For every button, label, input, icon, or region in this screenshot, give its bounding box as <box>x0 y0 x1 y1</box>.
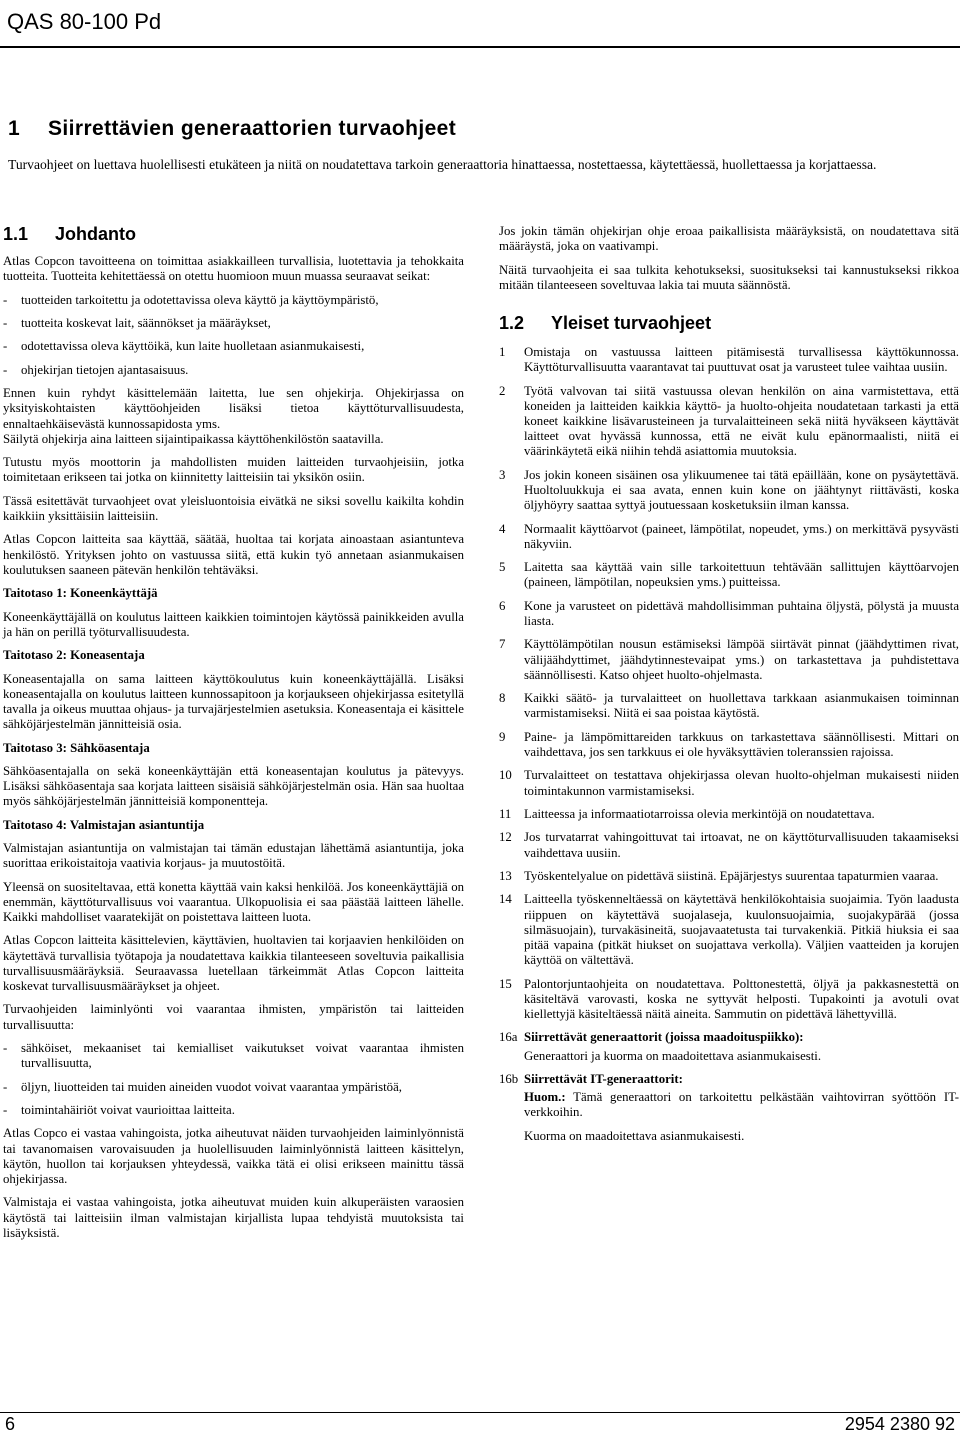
bullet-list <box>3 293 464 378</box>
subsection-heading-johdanto <box>3 224 464 244</box>
right-column <box>499 224 959 1152</box>
paragraph: Valmistajan asiantuntija on valmistajan tai tämän edustajan lähettämä asiantuntija, joka suorittaa erikoistaitoja vaativia korjaus- ja muutostöitä. <box>3 841 464 871</box>
paragraph: Tässä esitettävät turvaohjeet ovat yleisluontoisia eivätkä ne siksi sovellu kaikilta kohdin kaikkiin yksittäisiin laitteisiin. <box>3 493 464 523</box>
paragraph: Koneasentajalla on sama laitteen käyttökoulutus kuin koneenkäyttäjällä. Lisäksi koneasentajalla on koulutus laitteen kunnossapitoon ja korjaukseen ohjekirjassa esitetyllä tavalla ja oikeus muuttaa ohjaus- ja turvajärjestelmien asetuksia. Koneasentaja ei käsittele sähköjärjestelmän jännitteisiä osia. <box>3 671 464 732</box>
list-item: - odotettavissa oleva käyttöikä, kun laite huolletaan asianmukaisesti, <box>3 339 365 354</box>
paragraph: Atlas Copco ei vastaa vahingoista, jotka aiheutuvat näiden turvaohjeiden laiminlyönnistä tai tavanomaisen varovaisuuden ja huolellisuuden laiminlyönnistä laitteen käsittelyn, käytön, huollon tai korjauksen yhteydessä, vaikka tätä ei olisi erikseen mainittu tässä ohjekirjassa. <box>3 1126 464 1187</box>
paragraph: Tutustu myös moottorin ja mahdollisten muiden laitteiden turvaohjeisiin, jotka toimitetaan erikseen tai jotka on kiinnitetty laitteisiin tai yksikön osiin. <box>3 455 464 485</box>
paragraph: Valmistaja ei vastaa vahingoista, jotka aiheutuvat muiden kuin alkuperäisten varaosien käytöstä tai laitteisiin ilman valmistajan kirjallista lupaa tehdyistä muutoksista tai lisäyksistä. <box>3 1195 464 1240</box>
list-item: - tuotteiden tarkoitettu ja odotettavissa oleva käyttö ja käyttöympäristö, <box>3 292 379 307</box>
paragraph: Koneenkäyttäjällä on koulutus laitteen kaikkien toimintojen käytössä painikkeiden avulla ja hän on perillä työturvallisuudesta. <box>3 609 464 639</box>
numbered-item: 16a Siirrettävät generaattorit (joissa maadoituspiikko): Generaattori ja kuorma on maadoitettava asianmukaisesti. <box>499 1030 959 1063</box>
section-heading <box>8 117 456 141</box>
page-number: 6 <box>5 1414 16 1434</box>
numbered-item: 9 Paine- ja lämpömittareiden tarkkuus on tarkastettava säännöllisesti. Mittari on vaihdettava, jos sen tarkkuus ei ole hyväksyttävien toleranssien rajoissa. <box>499 729 959 759</box>
item-title: Siirrettävät generaattorit (joissa maadoituspiikko): <box>524 1030 804 1045</box>
paragraph: Atlas Copcon tavoitteena on toimittaa asiakkailleen turvallisia, luotettavia ja tehokkaita tuotteita. Tuotteita kehitettäessä on otettu huomioon muun muassa seuraavat seikat: <box>3 254 464 284</box>
document-title: QAS 80-100 Pd <box>7 9 162 34</box>
section-intro: Turvaohjeet on luettava huolellisesti etukäteen ja niitä on noudatettava tarkoin generaattoria hinattaessa, nostettaessa, käytettäessä, huollettaessa ja korjattaessa. <box>8 157 877 172</box>
list-item: - tuotteita koskevat lait, säännökset ja määräykset, <box>3 315 271 330</box>
numbered-item: 4 Normaalit käyttöarvot (paineet, lämpötilat, nopeudet, yms.) on merkittävä pysyvästi näkyviin. <box>499 521 959 551</box>
footer-divider <box>0 1412 960 1413</box>
numbered-item: 5 Laitetta saa käyttää vain sille tarkoitettuun tehtävään sallittujen käyttöarvojen (paineen, lämpötilan, nopeuksien yms.) puitteissa. <box>499 560 959 590</box>
numbered-item: 16b Siirrettävät IT-generaattorit: Huom.: Tämä generaattori on tarkoitettu pelkästään vaihtovirran syöttöön IT-verkkoihin. Kuorma on maadoitettava asianmukaisesti. <box>499 1071 959 1143</box>
list-item: - sähköiset, mekaaniset tai kemialliset vaikutukset voivat vaarantaa ihmisten turvallisuutta, <box>3 1041 464 1071</box>
numbered-item: 15 Palontorjuntaohjeita on noudatettava. Polttonestettä, öljyä ja pakkasnestettä on käsiteltävä varovasti, koska ne syttyvät helposti. Tupakointi ja avotuli ovat kiellettyjä käsiteltäessä näitä aineita. Sammutin on pidettävä lähettyvillä. <box>499 976 959 1021</box>
skill-level-title: Taitotaso 2: Koneasentaja <box>3 648 145 663</box>
item-text: Kuorma on maadoitettava asianmukaisesti. <box>524 1128 745 1143</box>
list-item: - ohjekirjan tietojen ajantasaisuus. <box>3 362 189 377</box>
subsection-heading-yleiset <box>499 313 959 333</box>
skill-level-title: Taitotaso 4: Valmistajan asiantuntija <box>3 817 205 832</box>
skill-level-title: Taitotaso 3: Sähköasentaja <box>3 740 150 755</box>
numbered-item: 2 Työtä valvovan tai siitä vastuussa olevan henkilön on aina varmistettava, että koneiden ja laitteiden kaikkia käyttö- ja huolto-ohjeita noudatetaan tarkasti ja että koneet kaikkine lisävarusteineen ja turvalaitteineen sekä niitä hyväkseen käyttävät laitteet ovat hyvässä kunnossa, että ne eivät kulu epänormaalisti, niitä ei väärinkäytetä eikä niihin tehdä asiattomia muutoksia. <box>499 383 959 459</box>
paragraph: Ennen kuin ryhdyt käsittelemään laitetta, lue sen ohjekirja. Ohjekirjassa on yksityiskohtaisten käyttöohjeiden lisäksi tietoa käyttöturvallisuudesta, ennaltaehkäisevästä kunnossapidosta yms. <box>3 386 464 431</box>
numbered-item: 6 Kone ja varusteet on pidettävä mahdollisimman puhtaina öljystä, pölystä ja muusta liasta. <box>499 598 959 628</box>
paragraph: Sähköasentajalla on sekä koneenkäyttäjän että koneasentajan koulutus ja pätevyys. Lisäksi sähköasentaja saa korjata laitteen sisäisiä sähköjärjestelmän osia. Hän saa huoltaa myös sähköjärjestelmän jännitteisiä komponentteja. <box>3 763 464 809</box>
paragraph: Jos jokin tämän ohjekirjan ohje eroaa paikallisista määräyksistä, on noudatettava sitä määräystä, joka on vaativampi. <box>499 224 959 254</box>
header-divider <box>0 46 960 48</box>
paragraph: Atlas Copcon laitteita käsittelevien, käyttävien, huoltavien tai korjaavien henkilöiden on käytettävä turvallisia työtapoja ja noudatettava kaikkia tilanteeseen soveltuvia paikallisia turvallisuusmääräyksiä. Seuraavassa luetellaan tärkeimmät Atlas Copcon laitteita koskevat turvallisuusmääräykset ja ohjeet. <box>3 933 464 994</box>
numbered-item: 14 Laitteella työskenneltäessä on käytettävä henkilökohtaisia suojaimia. Työn laadusta riippuen on käytettävä suojalaseja, kuulonsuojaimia, suojakypärää (jossa silmäsuojain), turvakäsineitä, suojavaatetusta tai turvakenkiä. Pitkiä hiuksia ei saa pitää vapaina (pitkät hiukset on suojattava verkolla). Väljien vaatteiden ja korujen käyttöä on vältettävä. <box>499 892 959 968</box>
note-text: Tämä generaattori on tarkoitettu pelkästään vaihtovirran syöttöön IT-verkkoihin. <box>524 1090 959 1120</box>
skill-level-title: Taitotaso 1: Koneenkäyttäjä <box>3 586 158 601</box>
paragraph: Yleensä on suositeltavaa, että konetta käyttää vain kaksi henkilöä. Jos koneenkäyttäjiä on enemmän, käyttöturvallisuus voi vaarantua. Ulkopuolisia ei saa päästää laitteen lähelle. Kaikki mahdolliset vaaratekijät on poistettava laitteen luota. <box>3 879 464 925</box>
section-number: 1 <box>8 117 21 140</box>
item-title: Siirrettävät IT-generaattorit: <box>524 1071 683 1086</box>
document-number: 2954 2380 92 <box>844 1414 955 1434</box>
subsection-title: Yleiset turvaohjeet <box>551 313 712 333</box>
note-label: Huom.: <box>524 1090 566 1105</box>
numbered-item: 10 Turvalaitteet on testattava ohjekirjassa olevan huolto-ohjelman mukaisesti niiden toimintakunnon varmistamiseksi. <box>499 768 959 798</box>
numbered-item: 11 Laitteessa ja informaatiotarroissa olevia merkintöjä on noudatettava. <box>499 806 875 821</box>
subsection-number: 1.2 <box>499 313 525 333</box>
item-note <box>524 1090 959 1120</box>
list-item: - öljyn, liuotteiden tai muiden aineiden vuodot voivat vaarantaa ympäristöä, <box>3 1079 402 1094</box>
subsection-number: 1.1 <box>3 224 29 244</box>
item-text: Generaattori ja kuorma on maadoitettava asianmukaisesti. <box>524 1048 822 1063</box>
paragraph: Säilytä ohjekirja aina laitteen sijaintipaikassa käyttöhenkilöstön saatavilla. <box>3 431 384 446</box>
subsection-title: Johdanto <box>55 224 136 244</box>
numbered-item: 3 Jos jokin koneen sisäinen osa ylikuumenee tai tätä epäillään, kone on pysäytettävä. Huoltoluukkuja ei saa avata, ennen kuin kone on jäähtynyt riittävästi, koska öljyhöyry saattaa syttyä joutuessaan kosketuksiin ilman kanssa. <box>499 467 959 513</box>
page-header <box>0 0 960 46</box>
numbered-item: 13 Työskentelyalue on pidettävä siistinä. Epäjärjestys suurentaa tapaturmien vaaraa. <box>499 868 939 883</box>
numbered-item: 7 Käyttölämpötilan nousun estämiseksi lämpöä siirtävät pinnat (jäähdyttimen rivat, välijäähdyttimet, jäähdytinnestevaipat yms.) on tarkastettava ja puhdistettava säännöllisesti. Katso ohjeet huolto-ohjelmasta. <box>499 637 959 682</box>
list-item: - toimintahäiriöt voivat vaurioittaa laitteita. <box>3 1103 235 1118</box>
numbered-item: 1 Omistaja on vastuussa laitteen pitämisestä turvallisessa käyttökunnossa. Käyttöturvallisuutta vaarantavat tai puuttuvat osat ja varusteet tulee vaihtaa uusiin. <box>499 345 959 375</box>
paragraph: Turvaohjeiden laiminlyönti voi vaarantaa ihmisten, ympäristön tai laitteiden turvallisuutta: <box>3 1002 464 1032</box>
paragraph: Atlas Copcon laitteita saa käyttää, säätää, huoltaa tai korjata ainoastaan asiantunteva henkilöstö. Yrityksen johto on vastuussa siitä, että kukin työ annetaan asianmukaisen koulutuksen saaneen pätevän henkilön tehtäväksi. <box>3 532 464 577</box>
numbered-item: 8 Kaikki säätö- ja turvalaitteet on huollettava tarkkaan asianmukaisen toiminnan varmistamiseksi. Niitä ei saa poistaa käytöstä. <box>499 691 959 721</box>
numbered-item: 12 Jos turvatarrat vahingoittuvat tai irtoavat, ne on käyttöturvallisuuden takaamiseksi vaihdettava uusiin. <box>499 830 959 860</box>
left-column <box>3 224 464 1249</box>
bullet-list <box>3 1041 464 1118</box>
paragraph: Näitä turvaohjeita ei saa tulkita kehotukseksi, suositukseksi tai kannustukseksi rikkoa mitään tilanteeseen soveltuvaa lakia tai muuta säännöstä. <box>499 262 959 292</box>
section-title: Siirrettävien generaattorien turvaohjeet <box>48 117 457 140</box>
